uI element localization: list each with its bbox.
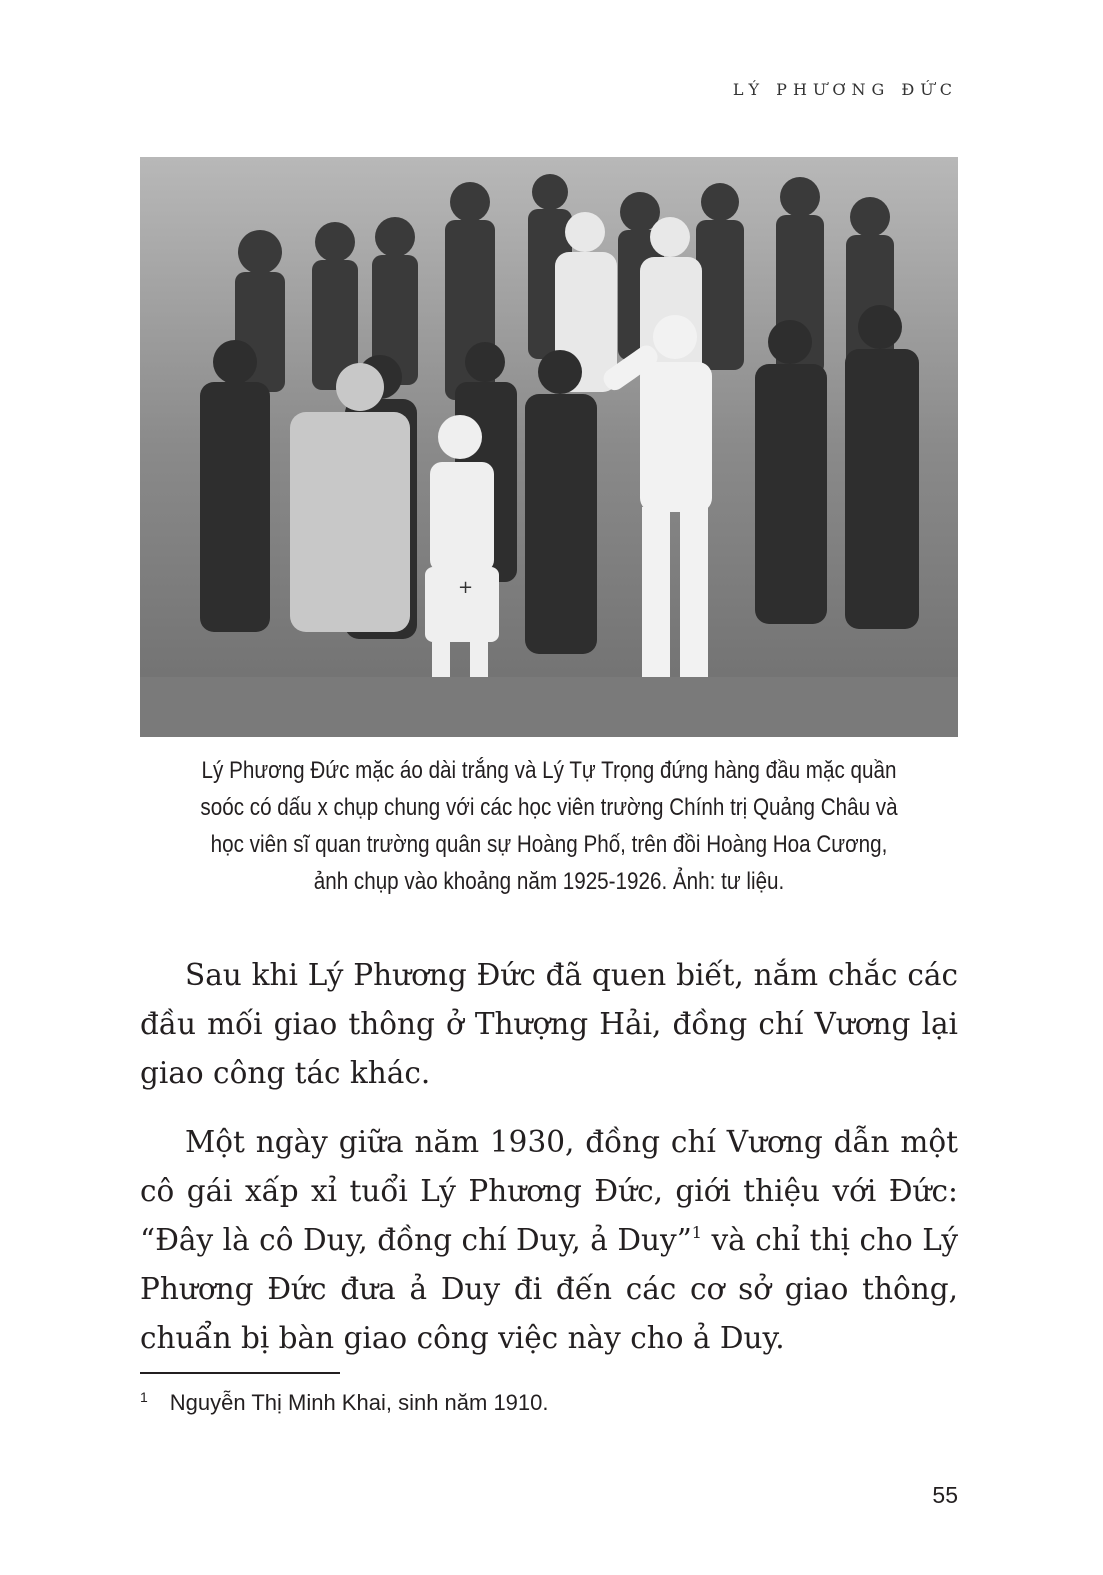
paragraph-2-text-before: Một ngày giữa năm 1930, đồng chí Vương dẫn một cô gái xấp xỉ tuổi Lý Phương Đức, giới thiệu với Đức: “Đây là cô Duy, đồng chí Duy, ả Duy”: [140, 1125, 958, 1257]
group-photo: [140, 157, 958, 737]
page-number: 55: [932, 1482, 958, 1508]
footnote-divider: [140, 1372, 340, 1374]
paragraph-2-text-after: và chỉ thị cho Lý Phương Đức đưa ả Duy đi đến các cơ sở giao thông, chuẩn bị bàn giao công việc này cho ả Duy.: [140, 1223, 958, 1355]
group-photo-image: [140, 157, 958, 737]
footnote-reference: 1: [691, 1223, 702, 1242]
running-header: LÝ PHƯƠNG ĐỨC: [732, 80, 958, 99]
footnote: [140, 1389, 549, 1416]
footnote-mark: 1: [140, 1389, 148, 1405]
paragraph-1: Sau khi Lý Phương Đức đã quen biết, nắm chắc các đầu mối giao thông ở Thượng Hải, đồng chí Vương lại giao công tác khác.: [140, 958, 958, 1090]
body-text: [140, 951, 958, 1383]
paragraph-2: [140, 1118, 958, 1363]
footnote-text: Nguyễn Thị Minh Khai, sinh năm 1910.: [169, 1390, 549, 1415]
photo-caption: Lý Phương Đức mặc áo dài trắng và Lý Tự Trọng đứng hàng đầu mặc quần soóc có dấu x chụp chung với các học viên trường Chính trị Quảng Châu và học viên sĩ quan trường quân sự Hoàng Phố, trên đồi Hoàng Hoa Cương, ảnh chụp vào khoảng năm 1925-1926. Ảnh: tư liệu.: [200, 757, 898, 895]
svg-text:+: +: [458, 577, 474, 598]
